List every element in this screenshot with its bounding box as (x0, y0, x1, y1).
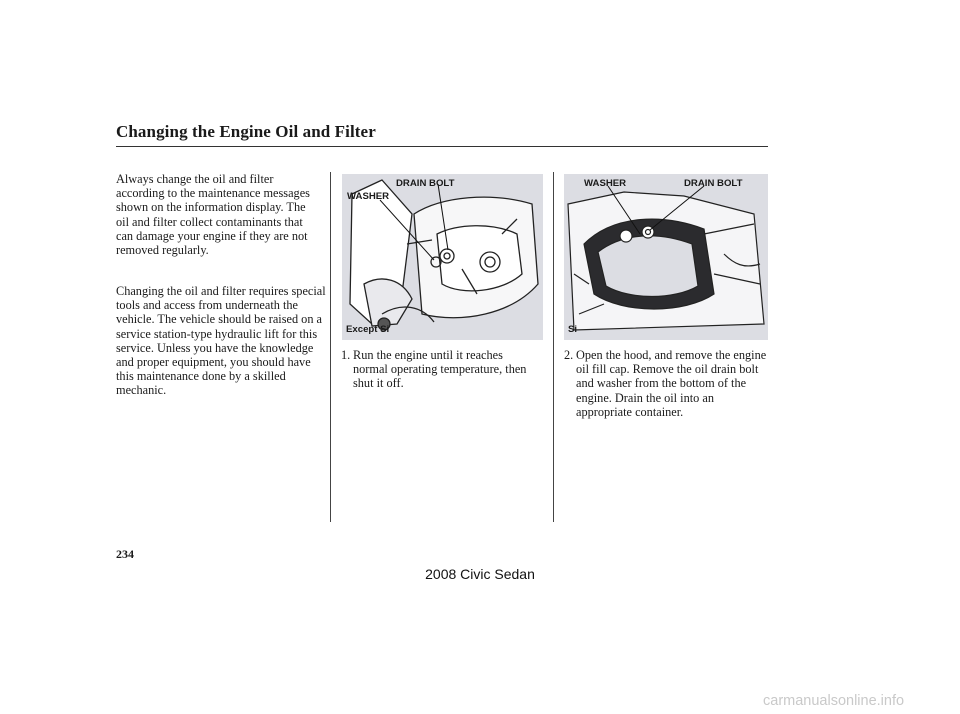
step-text: Run the engine until it reaches normal operating temperature, then shut it off. (353, 348, 527, 391)
label-drain-bolt: DRAIN BOLT (684, 178, 743, 189)
figure-except-si (342, 174, 543, 340)
page-number: 234 (116, 547, 134, 561)
column-divider-left (330, 172, 331, 522)
figure-caption: Except Si (346, 324, 390, 335)
figure-caption: Si (568, 324, 578, 335)
intro-paragraph-1: Always change the oil and filter according to the maintenance messages shown on the information display. The oil and filter collect contaminants that can damage your engine if they are not removed regularly. (116, 172, 310, 258)
label-washer: WASHER (584, 178, 627, 189)
step-number: 1. (341, 348, 351, 362)
figure-si (564, 174, 768, 340)
intro-paragraph-2: Changing the oil and filter requires special tools and access from underneath the vehicle. The vehicle should be raised on a service station-type hydraulic lift for this service. Unless you have the knowledge and proper equipment, you should have this maintenance done by a skilled mechanic. (116, 284, 326, 398)
engine-underside-illustration (564, 174, 768, 340)
step-text: Open the hood, and remove the engine oil fill cap. Remove the oil drain bolt and washer from the bottom of the engine. Drain the oil into an appropriate container. (576, 348, 767, 419)
label-washer: WASHER (347, 191, 390, 202)
footer-model: 2008 Civic Sedan (425, 566, 535, 582)
page-title: Changing the Engine Oil and Filter (116, 122, 376, 141)
site-watermark[interactable]: carmanualsonline.info (763, 693, 905, 709)
label-drain-bolt: DRAIN BOLT (396, 178, 455, 189)
title-divider (116, 146, 768, 147)
step-number: 2. (564, 348, 574, 362)
column-divider-right (553, 172, 554, 522)
step-2 (564, 348, 769, 428)
step-1 (341, 348, 541, 408)
